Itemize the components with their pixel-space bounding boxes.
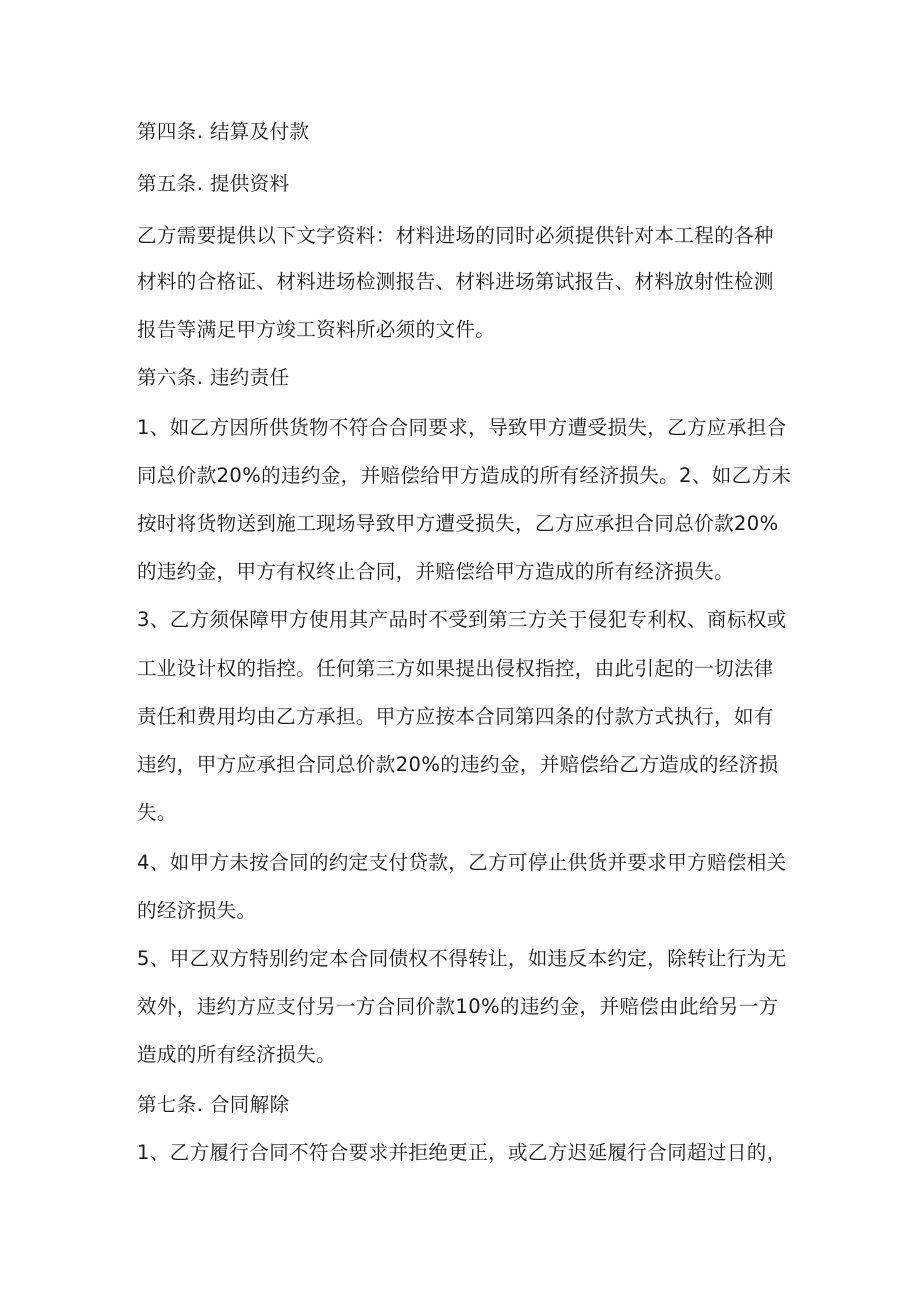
- paragraph-line: 报告等满足甲方竣工资料所必须的文件。: [137, 318, 496, 341]
- paragraph-line: 效外，违约方应支付另一方合同价款10%的违约金，并赔偿由此给另一方: [137, 995, 779, 1018]
- heading-article-4: 第四条. 结算及付款: [137, 120, 310, 143]
- paragraph-line: 3、乙方须保障甲方使用其产品时不受到第三方关于侵犯专利权、商标权或: [137, 608, 787, 631]
- heading-article-7: 第七条. 合同解除: [137, 1093, 290, 1116]
- paragraph-line: 的经济损失。: [137, 899, 257, 922]
- heading-article-5: 第五条. 提供资料: [137, 172, 290, 195]
- paragraph-line: 的违约金，甲方有权终止合同，并赔偿给甲方造成的所有经济损失。: [137, 560, 735, 583]
- paragraph-line: 1、乙方履行合同不符合要求并拒绝更正，或乙方迟延履行合同超过日的，: [137, 1141, 787, 1164]
- paragraph-line: 工业设计权的指控。任何第三方如果提出侵权指控，由此引起的一切法律: [137, 657, 774, 680]
- paragraph-line: 造成的所有经济损失。: [137, 1043, 337, 1066]
- paragraph-line: 材料的合格证、材料进场检测报告、材料进场第试报告、材料放射性检测: [137, 270, 774, 293]
- paragraph-line: 5、甲乙双方特别约定本合同债权不得转让，如违反本约定，除转让行为无: [137, 947, 787, 970]
- paragraph-line: 同总价款20%的违约金，并赔偿给甲方造成的所有经济损失。2、如乙方未: [137, 464, 792, 487]
- paragraph-line: 失。: [137, 801, 177, 824]
- paragraph-line: 乙方需要提供以下文字资料：材料进场的同时必须提供针对本工程的各种: [137, 224, 774, 247]
- paragraph-line: 1、如乙方因所供货物不符合合同要求，导致甲方遭受损失，乙方应承担合: [137, 416, 787, 439]
- paragraph-line: 4、如甲方未按合同的约定支付贷款，乙方可停止供货并要求甲方赔偿相关: [137, 851, 787, 874]
- paragraph-line: 责任和费用均由乙方承担。甲方应按本合同第四条的付款方式执行，如有: [137, 705, 774, 728]
- paragraph-line: 按时将货物送到施工现场导致甲方遭受损失，乙方应承担合同总价款20%: [137, 512, 779, 535]
- paragraph-line: 违约，甲方应承担合同总价款20%的违约金，并赔偿给乙方造成的经济损: [137, 753, 779, 776]
- heading-article-6: 第六条. 违约责任: [137, 366, 290, 389]
